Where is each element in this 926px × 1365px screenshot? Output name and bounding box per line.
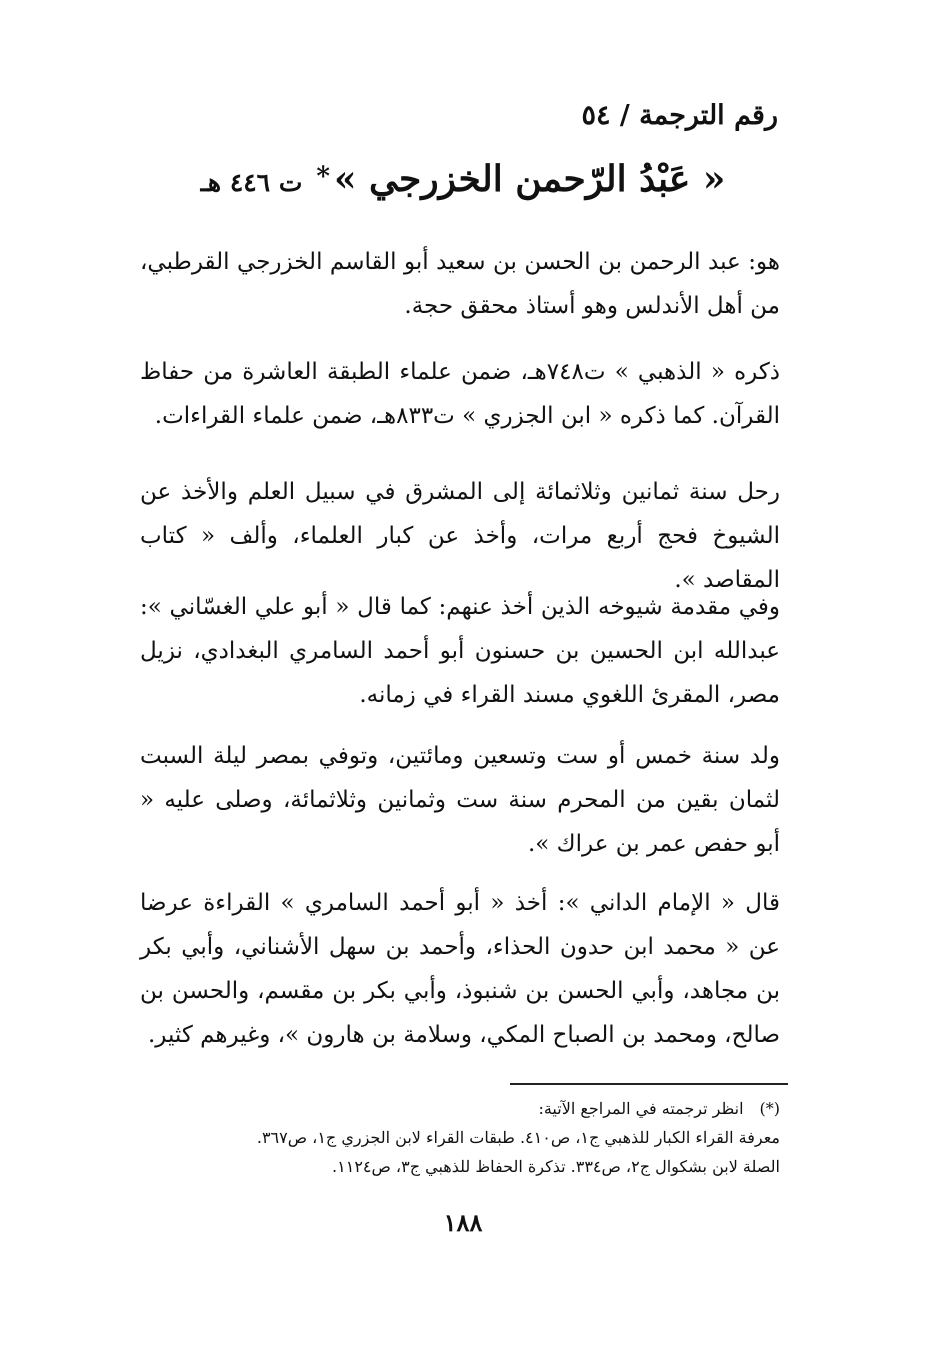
footnote [120,1094,780,1181]
footnote-marker: (*) [759,1099,780,1118]
paragraph-teachers: وفي مقدمة شيوخه الذين أخذ عنهم: كما قال « أبو علي الغسّاني »: عبدالله ابن الحسين بن حسنون أبو أحمد السامري البغدادي، نزيل مصر، المقرئ اللغوي مسند القراء في زمانه. [140,594,780,708]
page-number: ١٨٨ [443,1208,483,1237]
footnote-star: * [316,161,330,192]
paragraph-identity: هو: عبد الرحمن بن الحسن بن سعيد أبو القاسم الخزرجي القرطبي، من أهل الأندلس وهو أستاذ محقق حجة. [140,249,780,319]
footnote-divider [510,1083,788,1085]
death-date: ت ٤٤٦ هـ [200,168,303,197]
footnote-intro: انظر ترجمته في المراجع الآتية: [538,1099,744,1118]
entry-number: رقم الترجمة / ٥٤ [581,100,778,131]
paragraph-mentions: ذكره « الذهبي » ت٧٤٨هـ، ضمن علماء الطبقة العاشرة من حفاظ القرآن. كما ذكره « ابن الجزري » ت٨٣٣هـ، ضمن علماء القراءات. [140,359,781,429]
paragraph-travel: رحل سنة ثمانين وثلاثمائة إلى المشرق في سبيل العلم والأخذ عن الشيوخ فحج أربع مرات، وأخذ عن كبار العلماء، وألف « كتاب المقاصد ». [140,479,780,593]
paragraph-dani-quote: قال « الإمام الداني »: أخذ « أبو أحمد السامري » القراءة عرضا عن « محمد ابن حدون الحذاء، وأحمد بن سهل الأشناني، وأبي بكر بن مجاهد، وأبي الحسن بن شنبوذ، وأبي بكر بن مقسم، والحسن بن صالح، ومحمد بن الصباح المكي، وسلامة بن هارون »، وغيرهم كثير. [140,890,780,1048]
entry-title: « عَبْدُ الرّحمن الخزرجي » [333,158,726,200]
footnote-intro-line [120,1094,780,1123]
paragraph-birth-death: ولد سنة خمس أو ست وتسعين ومائتين، وتوفي بمصر ليلة السبت لثمان بقين من المحرم سنة ست وثمانين وثلاثمائة، وصلى عليه « أبو حفص عمر بن عراك ». [140,743,780,857]
entry-title-line [140,158,786,200]
footnote-reference-line: الصلة لابن بشكوال ج٢، ص٣٣٤. تذكرة الحفاظ للذهبي ج٣، ص١١٢٤. [332,1157,780,1176]
footnote-reference-line: معرفة القراء الكبار للذهبي ج١، ص٤١٠. طبقات القراء لابن الجزري ج١، ص٣٦٧. [256,1128,780,1147]
